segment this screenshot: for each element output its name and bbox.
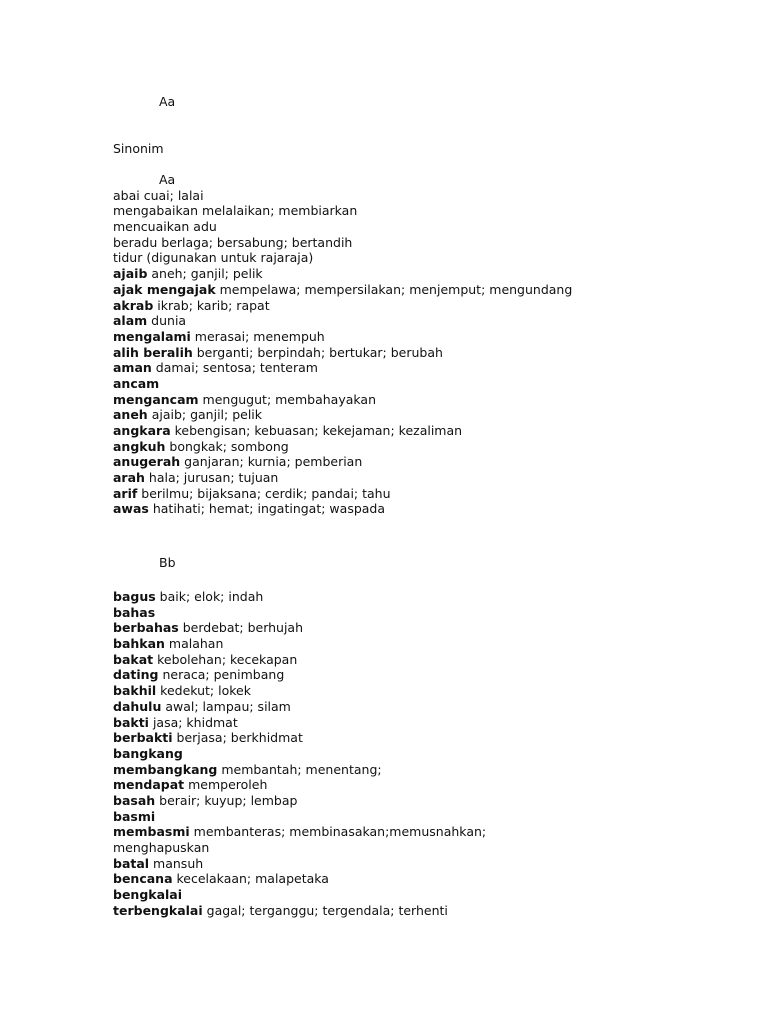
entry-definition: merasai; menempuh xyxy=(190,328,325,344)
entry-term: bakat xyxy=(113,651,154,667)
list-item xyxy=(113,501,572,517)
list-item xyxy=(113,824,486,840)
entry-term: berbahas xyxy=(113,620,179,636)
entry-term: basmi xyxy=(113,808,156,824)
entry-definition: baik; elok; indah xyxy=(155,589,264,604)
entry-definition: aneh; ganjil; pelik xyxy=(147,266,263,282)
entry-term: arif xyxy=(113,485,138,501)
section-a-top-heading: Aa xyxy=(159,94,176,109)
entry-term: akrab xyxy=(113,297,154,313)
list-item xyxy=(113,392,572,408)
entry-definition: ikrab; karib; rapat xyxy=(153,297,270,313)
list-item xyxy=(113,762,486,778)
list-item xyxy=(113,250,572,266)
list-item xyxy=(113,620,486,636)
entry-definition: kecelakaan; malapetaka xyxy=(172,871,329,887)
entry-term: angkuh xyxy=(113,438,166,454)
entry-term: bahkan xyxy=(113,636,165,652)
entry-term: ajak mengajak xyxy=(113,281,216,297)
entry-term: batal xyxy=(113,855,150,871)
entry-definition: membantah; menentang; xyxy=(217,761,382,777)
list-item xyxy=(113,313,572,329)
list-item xyxy=(113,605,486,621)
entry-term: terbengkalai xyxy=(113,902,203,918)
entry-definition: menghapuskan xyxy=(113,840,210,855)
entry-term: mendapat xyxy=(113,777,185,793)
list-item xyxy=(113,407,572,423)
entry-definition: berair; kuyup; lembap xyxy=(155,792,298,808)
section-b-heading: Bb xyxy=(159,555,176,570)
entry-definition: damai; sentosa; tenteram xyxy=(151,360,318,376)
list-item xyxy=(113,329,572,345)
entry-term: bengkalai xyxy=(113,887,183,903)
entry-definition: mempelawa; mempersilakan; menjemput; mengundang xyxy=(215,281,573,297)
list-item xyxy=(113,486,572,502)
entry-term: mengancam xyxy=(113,391,199,407)
list-item xyxy=(113,203,572,219)
list-item xyxy=(113,840,486,856)
entry-definition: mengabaikan melalaikan; membiarkan xyxy=(113,203,358,219)
entry-term: arah xyxy=(113,470,145,486)
entry-term: dahulu xyxy=(113,698,162,714)
list-item xyxy=(113,730,486,746)
entry-term: ancam xyxy=(113,375,160,391)
entry-definition: malahan xyxy=(164,636,224,652)
entry-definition: mengugut; membahayakan xyxy=(198,391,377,407)
section-a-subheading: Aa xyxy=(159,172,176,187)
list-item xyxy=(113,871,486,887)
list-item xyxy=(113,219,572,235)
entry-definition: kedekut; lokek xyxy=(156,683,251,699)
entry-term: alam xyxy=(113,313,148,329)
list-item xyxy=(113,589,486,605)
entry-term: alih beralih xyxy=(113,344,193,360)
entry-definition: kebolehan; kecekapan xyxy=(153,651,298,667)
entry-definition: hatihati; hemat; ingatingat; waspada xyxy=(148,501,386,517)
entry-definition: abai cuai; lalai xyxy=(113,187,204,203)
list-item xyxy=(113,470,572,486)
list-item xyxy=(113,188,572,204)
entry-term: anugerah xyxy=(113,454,181,470)
list-item xyxy=(113,715,486,731)
list-item xyxy=(113,777,486,793)
entry-definition: berjasa; berkhidmat xyxy=(172,730,303,746)
entry-term: mengalami xyxy=(113,328,191,344)
list-item xyxy=(113,235,572,251)
document-title: Sinonim xyxy=(113,141,164,156)
list-item xyxy=(113,298,572,314)
entry-definition: mencuaikan adu xyxy=(113,219,217,235)
entry-definition: berganti; berpindah; bertukar; berubah xyxy=(192,344,443,360)
entry-term: bakti xyxy=(113,714,149,730)
entry-definition: beradu berlaga; bersabung; bertandih xyxy=(113,234,353,250)
list-item xyxy=(113,266,572,282)
entry-term: membangkang xyxy=(113,761,218,777)
list-item xyxy=(113,809,486,825)
entry-term: basah xyxy=(113,792,156,808)
list-item xyxy=(113,376,572,392)
entry-term: berbakti xyxy=(113,730,173,746)
entry-definition: berdebat; berhujah xyxy=(178,620,304,636)
entry-definition: ganjaran; kurnia; pemberian xyxy=(180,454,363,470)
entry-definition: berilmu; bijaksana; cerdik; pandai; tahu xyxy=(137,485,391,501)
list-item xyxy=(113,360,572,376)
entry-term: angkara xyxy=(113,423,171,438)
entry-definition: tidur (digunakan untuk rajaraja) xyxy=(113,250,314,266)
list-item xyxy=(113,683,486,699)
synonym-list-b xyxy=(113,589,486,918)
entry-definition: ajaib; ganjil; pelik xyxy=(147,407,263,423)
list-item xyxy=(113,887,486,903)
entry-term: ajaib xyxy=(113,266,148,282)
list-item xyxy=(113,282,572,298)
entry-term: bakhil xyxy=(113,683,157,699)
entry-term: bahas xyxy=(113,604,156,620)
entry-term: dating xyxy=(113,667,159,683)
list-item xyxy=(113,699,486,715)
entry-definition: neraca; penimbang xyxy=(158,667,285,683)
entry-definition: hala; jurusan; tujuan xyxy=(144,470,279,486)
list-item xyxy=(113,454,572,470)
entry-term: awas xyxy=(113,501,149,517)
list-item xyxy=(113,856,486,872)
entry-definition: mansuh xyxy=(149,855,204,871)
entry-definition: memperoleh xyxy=(184,777,268,793)
list-item xyxy=(113,667,486,683)
entry-definition: bongkak; sombong xyxy=(165,438,289,454)
entry-definition: kebengisan; kebuasan; kekejaman; kezaliman xyxy=(170,423,463,438)
entry-term: membasmi xyxy=(113,824,190,840)
entry-definition: membanteras; membinasakan;memusnahkan; xyxy=(189,824,487,840)
list-item xyxy=(113,636,486,652)
entry-definition: gagal; terganggu; tergendala; terhenti xyxy=(202,902,448,918)
entry-term: bangkang xyxy=(113,745,183,761)
entry-definition: jasa; khidmat xyxy=(148,714,238,730)
entry-term: bencana xyxy=(113,871,173,887)
list-item xyxy=(113,652,486,668)
list-item xyxy=(113,439,572,455)
list-item xyxy=(113,423,572,439)
synonym-list-a xyxy=(113,172,572,517)
list-item xyxy=(113,345,572,361)
entry-term: aman xyxy=(113,360,152,376)
entry-term: bagus xyxy=(113,589,156,604)
entry-definition: dunia xyxy=(147,313,187,329)
entry-term: aneh xyxy=(113,407,148,423)
list-item xyxy=(113,746,486,762)
entry-definition: awal; lampau; silam xyxy=(161,698,291,714)
list-item xyxy=(113,793,486,809)
list-item xyxy=(113,903,486,919)
